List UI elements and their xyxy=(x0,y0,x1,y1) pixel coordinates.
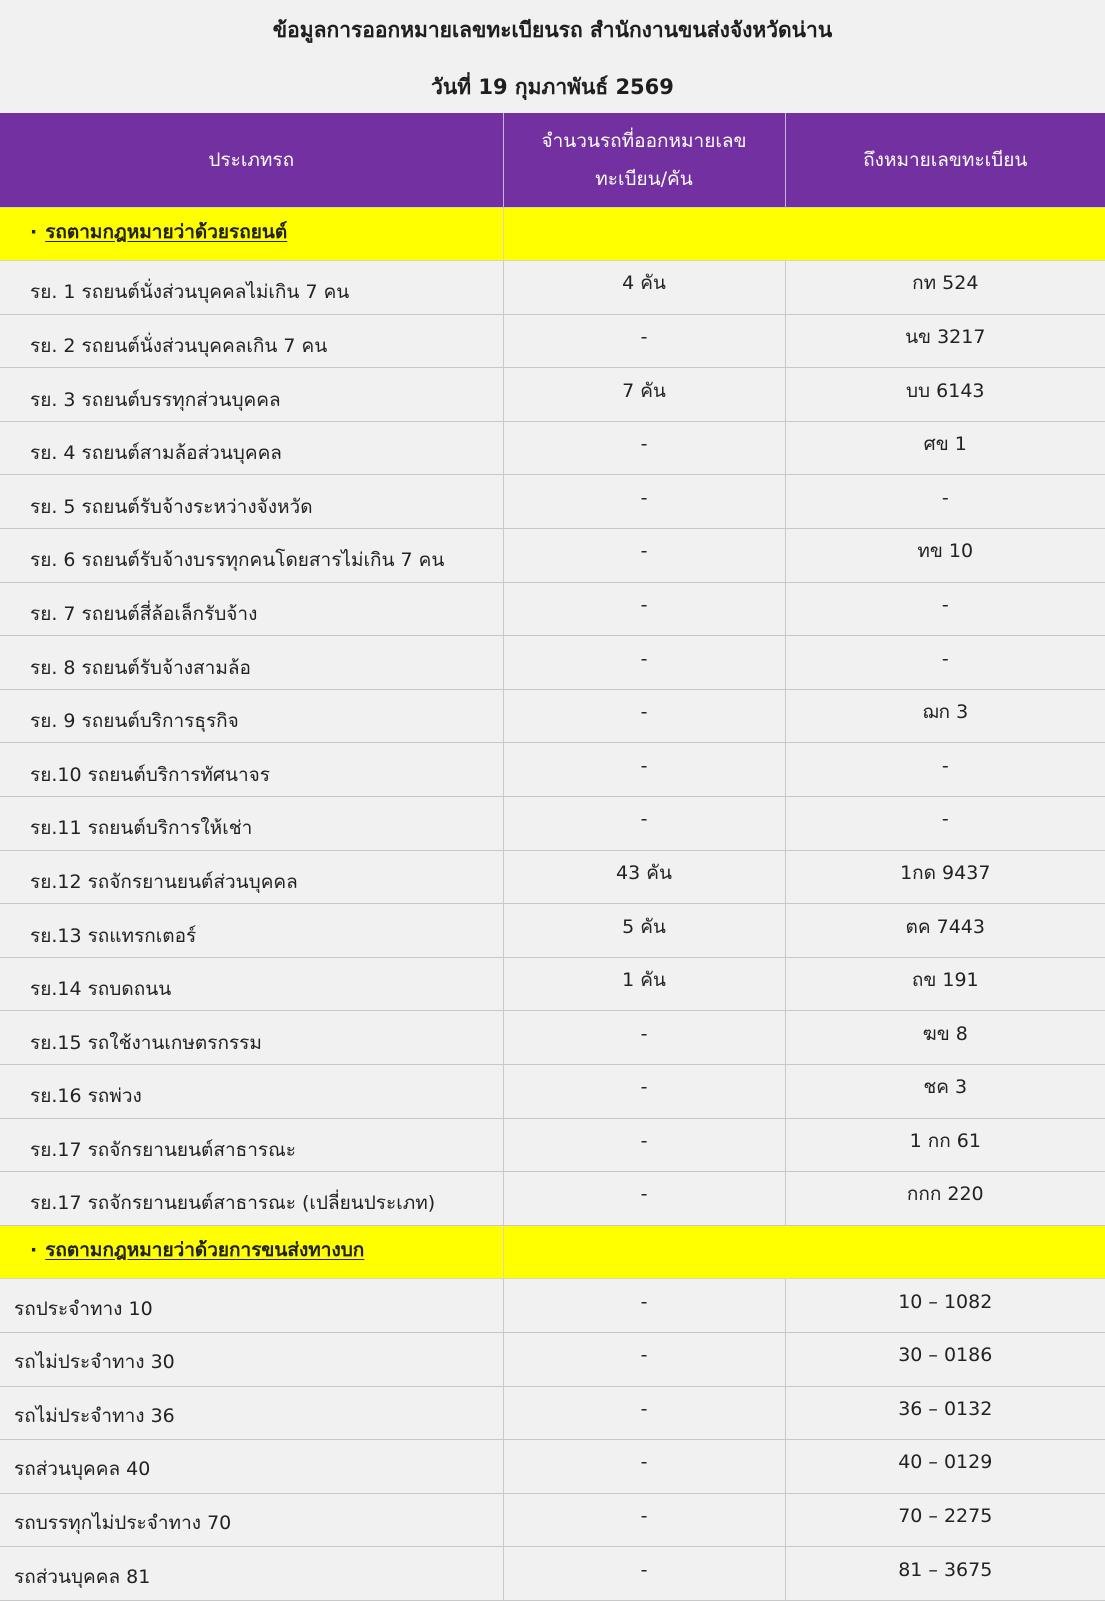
count-cell: - xyxy=(503,1011,785,1065)
table-row xyxy=(0,957,1105,1011)
vehicle-type-cell: รย.17 รถจักรยานยนต์สาธารณะ (เปลี่ยนประเภท) xyxy=(0,1172,503,1226)
plate-cell: บบ 6143 xyxy=(785,368,1105,422)
vehicle-type-cell: รย.15 รถใช้งานเกษตรกรรม xyxy=(0,1011,503,1065)
vehicle-type-cell: รถประจำทาง 10 xyxy=(0,1279,503,1333)
plate-cell: ถข 191 xyxy=(785,957,1105,1011)
count-cell: - xyxy=(503,689,785,743)
table-row xyxy=(0,1118,1105,1172)
count-cell: - xyxy=(503,1332,785,1386)
table-row xyxy=(0,797,1105,851)
vehicle-type-cell: รย.16 รถพ่วง xyxy=(0,1065,503,1119)
plate-cell: 70 – 2275 xyxy=(785,1493,1105,1547)
header-plate: ถึงหมายเลขทะเบียน xyxy=(785,113,1105,207)
page-date: วันที่ 19 กุมภาพันธ์ 2569 xyxy=(431,75,674,99)
count-cell: - xyxy=(503,1172,785,1226)
registration-table xyxy=(0,113,1105,1601)
header-count xyxy=(503,113,785,207)
vehicle-type-cell: รถไม่ประจำทาง 36 xyxy=(0,1386,503,1440)
plate-cell: - xyxy=(785,797,1105,851)
vehicle-type-cell: รย.13 รถแทรกเตอร์ xyxy=(0,904,503,958)
section-label: รถตามกฎหมายว่าด้วยการขนส่งทางบก xyxy=(45,1239,365,1262)
plate-cell: นข 3217 xyxy=(785,314,1105,368)
count-cell: - xyxy=(503,1118,785,1172)
plate-cell: ตค 7443 xyxy=(785,904,1105,958)
vehicle-type-cell: รถส่วนบุคคล 81 xyxy=(0,1547,503,1601)
vehicle-type-cell: รย.14 รถบดถนน xyxy=(0,957,503,1011)
count-cell: 4 คัน xyxy=(503,261,785,315)
plate-cell: 30 – 0186 xyxy=(785,1332,1105,1386)
table-row xyxy=(0,529,1105,583)
plate-cell: กกก 220 xyxy=(785,1172,1105,1226)
page-title: ข้อมูลการออกหมายเลขทะเบียนรถ สำนักงานขนส่งจังหวัดน่าน xyxy=(272,18,833,42)
vehicle-type-cell: รย. 5 รถยนต์รับจ้างระหว่างจังหวัด xyxy=(0,475,503,529)
plate-cell: 1 กก 61 xyxy=(785,1118,1105,1172)
section-label: รถตามกฎหมายว่าด้วยรถยนต์ xyxy=(45,220,288,243)
count-cell: - xyxy=(503,1065,785,1119)
table-row xyxy=(0,1547,1105,1601)
vehicle-type-cell: รถส่วนบุคคล 40 xyxy=(0,1440,503,1494)
plate-cell: 10 – 1082 xyxy=(785,1279,1105,1333)
plate-cell: 81 – 3675 xyxy=(785,1547,1105,1601)
table-row xyxy=(0,582,1105,636)
table-row xyxy=(0,1011,1105,1065)
table-row xyxy=(0,689,1105,743)
count-cell: - xyxy=(503,1386,785,1440)
count-cell: 43 คัน xyxy=(503,850,785,904)
header-count-line1: จำนวนรถที่ออกหมายเลข xyxy=(541,129,747,152)
table-row xyxy=(0,1279,1105,1333)
count-cell: - xyxy=(503,797,785,851)
vehicle-type-cell: รถไม่ประจำทาง 30 xyxy=(0,1332,503,1386)
vehicle-type-cell: รย.10 รถยนต์บริการทัศนาจร xyxy=(0,743,503,797)
count-cell: - xyxy=(503,1493,785,1547)
table-row xyxy=(0,261,1105,315)
section-label-cell xyxy=(0,207,503,261)
plate-cell: - xyxy=(785,475,1105,529)
table-row xyxy=(0,1440,1105,1494)
plate-cell: ฆข 8 xyxy=(785,1011,1105,1065)
vehicle-type-cell: รย. 8 รถยนต์รับจ้างสามล้อ xyxy=(0,636,503,690)
section-row xyxy=(0,207,1105,261)
plate-cell: - xyxy=(785,743,1105,797)
table-row xyxy=(0,1065,1105,1119)
table-row xyxy=(0,1386,1105,1440)
count-cell: - xyxy=(503,1547,785,1601)
plate-cell: 40 – 0129 xyxy=(785,1440,1105,1494)
plate-cell: ศข 1 xyxy=(785,421,1105,475)
section-bullet: · xyxy=(30,220,38,243)
vehicle-type-cell: รถบรรทุกไม่ประจำทาง 70 xyxy=(0,1493,503,1547)
plate-cell: ฌก 3 xyxy=(785,689,1105,743)
vehicle-type-cell: รย.17 รถจักรยานยนต์สาธารณะ xyxy=(0,1118,503,1172)
vehicle-type-cell: รย. 1 รถยนต์นั่งส่วนบุคคลไม่เกิน 7 คน xyxy=(0,261,503,315)
table-row xyxy=(0,1332,1105,1386)
plate-cell: 1กด 9437 xyxy=(785,850,1105,904)
count-cell: - xyxy=(503,529,785,583)
count-cell: - xyxy=(503,475,785,529)
vehicle-type-cell: รย.11 รถยนต์บริการให้เช่า xyxy=(0,797,503,851)
section-empty-cell xyxy=(503,207,1105,261)
table-row xyxy=(0,904,1105,958)
plate-cell: กท 524 xyxy=(785,261,1105,315)
header-vehicle-type: ประเภทรถ xyxy=(0,113,503,207)
section-empty-cell xyxy=(503,1225,1105,1279)
table-row xyxy=(0,1172,1105,1226)
section-row xyxy=(0,1225,1105,1279)
vehicle-type-cell: รย. 4 รถยนต์สามล้อส่วนบุคคล xyxy=(0,421,503,475)
section-bullet: · xyxy=(30,1239,38,1262)
count-cell: - xyxy=(503,1440,785,1494)
table-row xyxy=(0,850,1105,904)
section-label-cell xyxy=(0,1225,503,1279)
table-row xyxy=(0,1493,1105,1547)
count-cell: - xyxy=(503,636,785,690)
count-cell: 5 คัน xyxy=(503,904,785,958)
table-row xyxy=(0,743,1105,797)
count-cell: - xyxy=(503,421,785,475)
table-row xyxy=(0,421,1105,475)
plate-cell: - xyxy=(785,582,1105,636)
vehicle-type-cell: รย. 6 รถยนต์รับจ้างบรรทุกคนโดยสารไม่เกิน 7 คน xyxy=(0,529,503,583)
plate-cell: ชค 3 xyxy=(785,1065,1105,1119)
vehicle-type-cell: รย. 3 รถยนต์บรรทุกส่วนบุคคล xyxy=(0,368,503,422)
table-row xyxy=(0,368,1105,422)
vehicle-type-cell: รย. 7 รถยนต์สี่ล้อเล็กรับจ้าง xyxy=(0,582,503,636)
plate-cell: 36 – 0132 xyxy=(785,1386,1105,1440)
table-row xyxy=(0,636,1105,690)
vehicle-type-cell: รย. 2 รถยนต์นั่งส่วนบุคคลเกิน 7 คน xyxy=(0,314,503,368)
count-cell: - xyxy=(503,743,785,797)
table-body xyxy=(0,207,1105,1600)
plate-cell: - xyxy=(785,636,1105,690)
count-cell: - xyxy=(503,1279,785,1333)
table-row xyxy=(0,475,1105,529)
plate-cell: ทข 10 xyxy=(785,529,1105,583)
table-header-row xyxy=(0,113,1105,207)
count-cell: 1 คัน xyxy=(503,957,785,1011)
vehicle-type-cell: รย. 9 รถยนต์บริการธุรกิจ xyxy=(0,689,503,743)
count-cell: 7 คัน xyxy=(503,368,785,422)
header-count-line2: ทะเบียน/คัน xyxy=(595,167,693,190)
vehicle-type-cell: รย.12 รถจักรยานยนต์ส่วนบุคคล xyxy=(0,850,503,904)
count-cell: - xyxy=(503,314,785,368)
count-cell: - xyxy=(503,582,785,636)
table-row xyxy=(0,314,1105,368)
